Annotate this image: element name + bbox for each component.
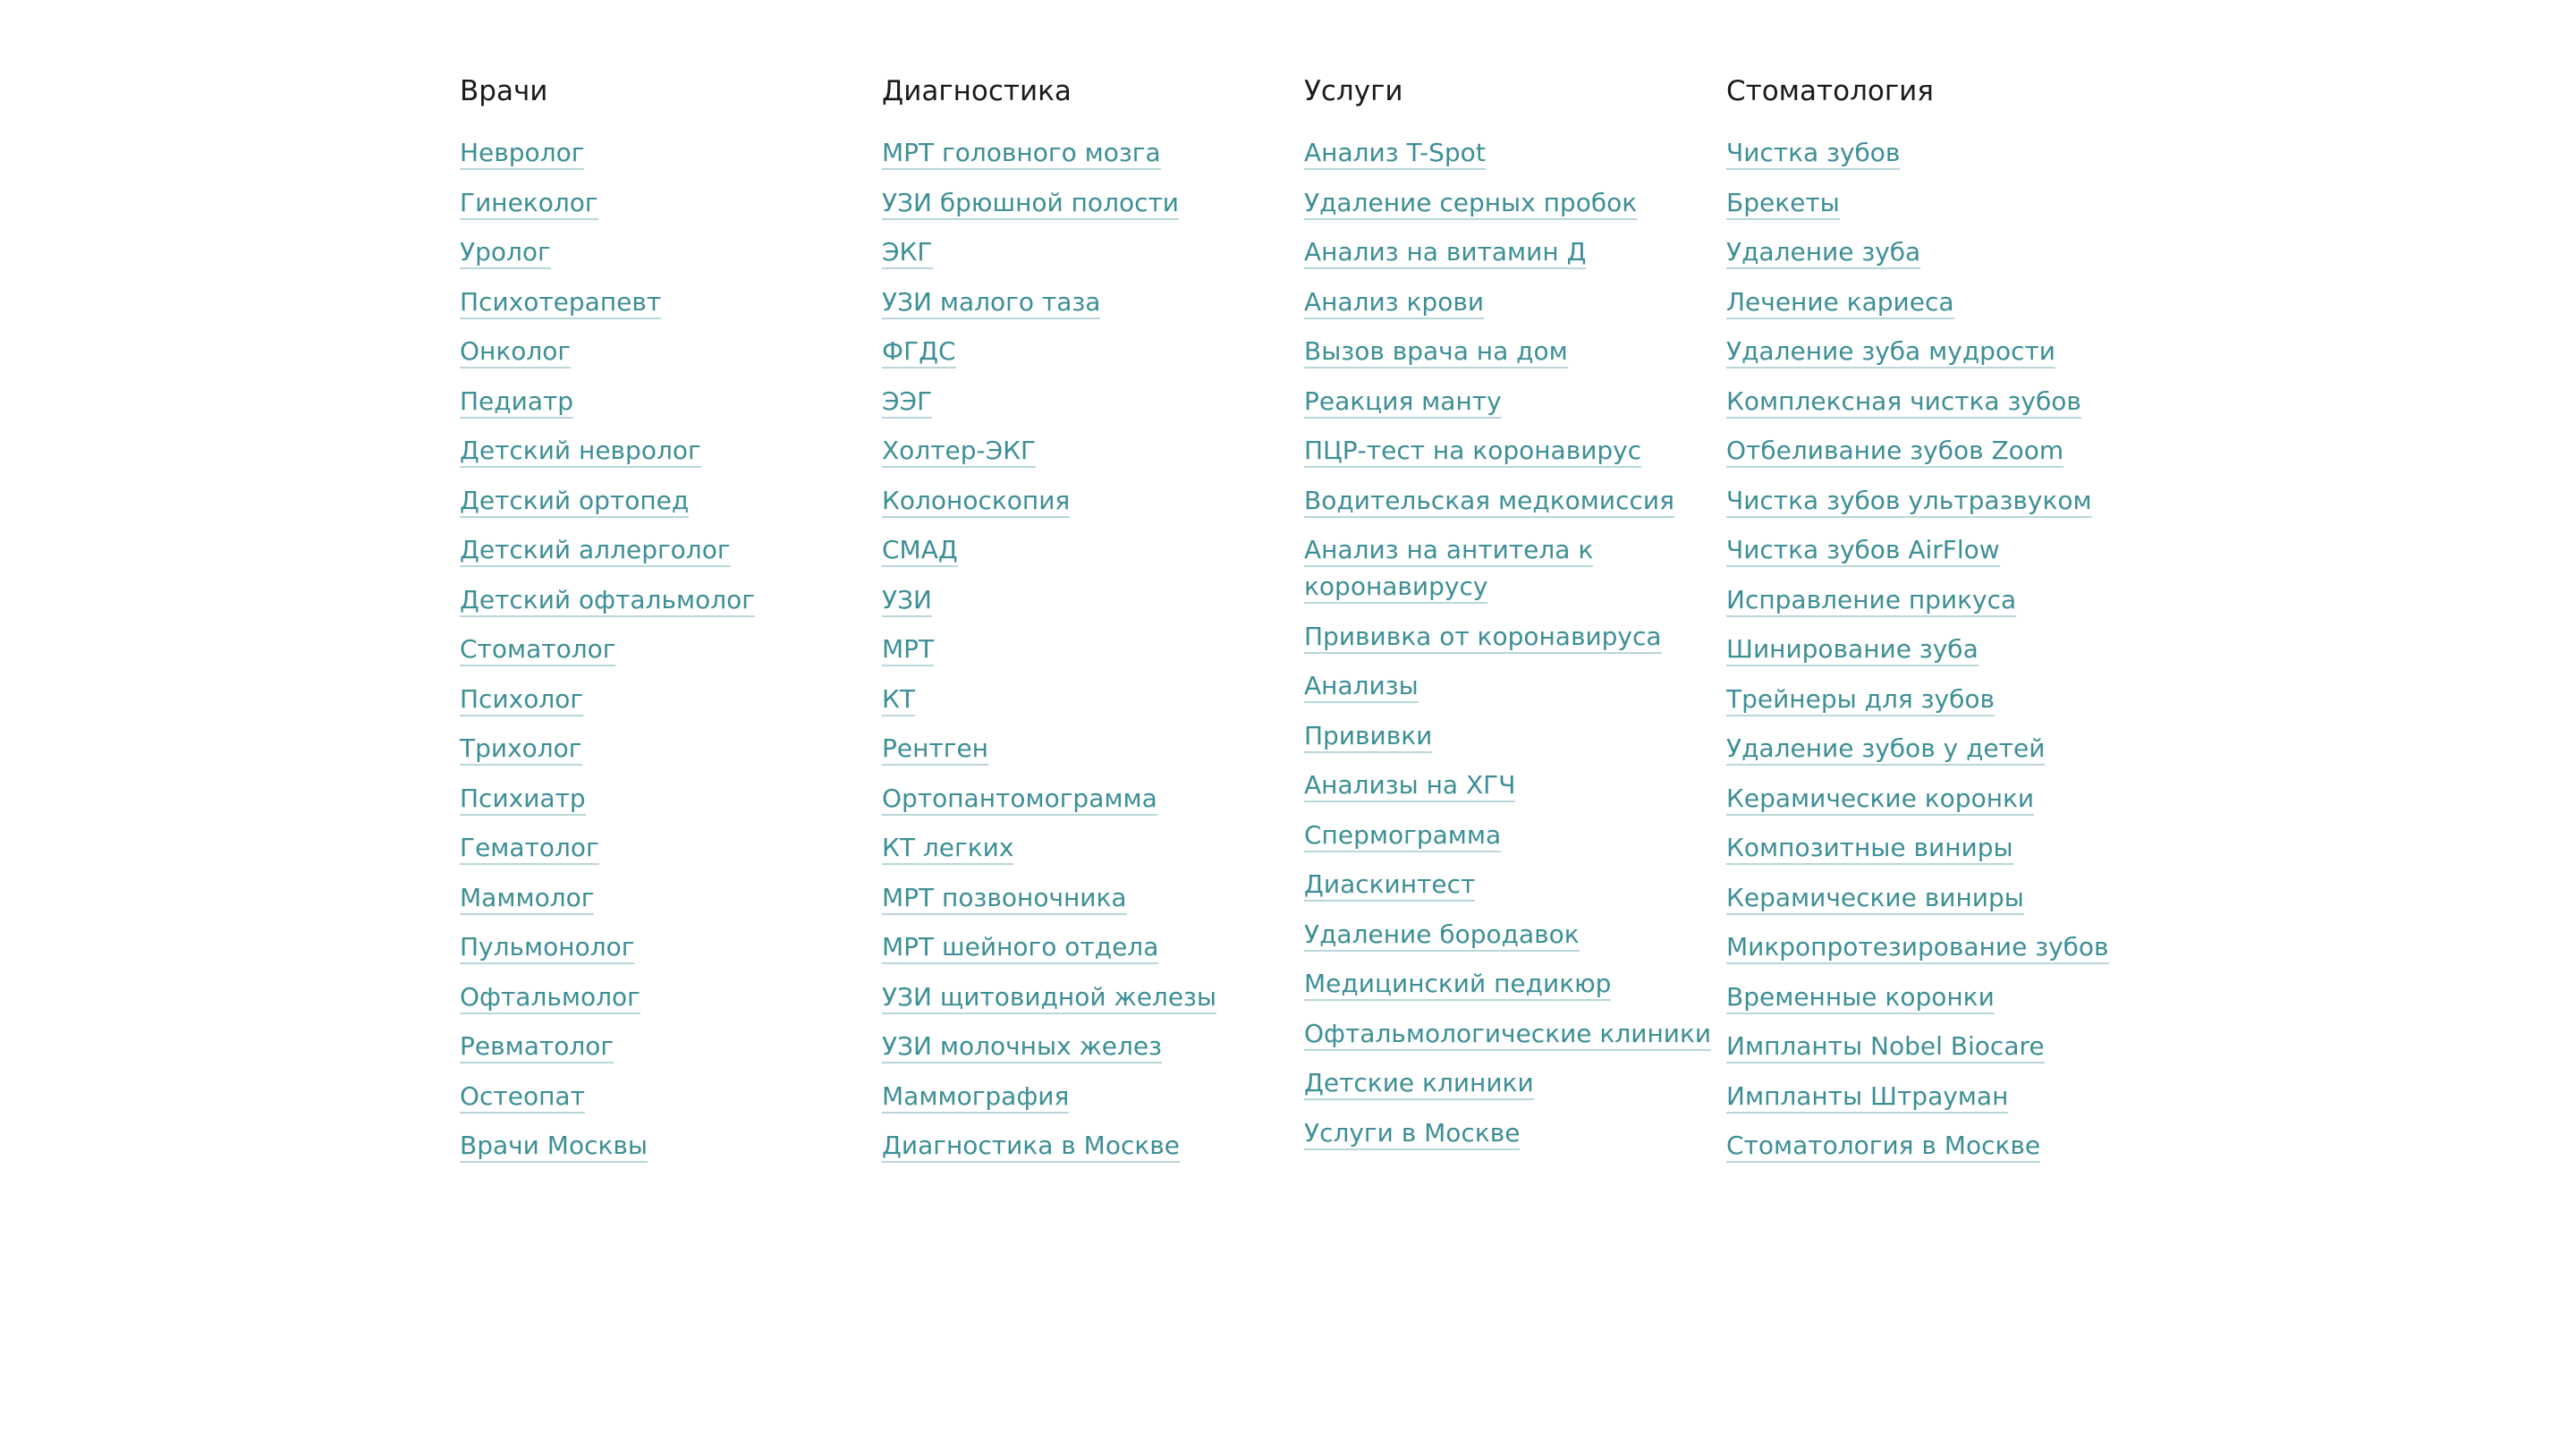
service-link[interactable]: Прививка от коронавируса xyxy=(1304,622,1662,654)
diagnostic-link[interactable]: МРТ головного мозга xyxy=(882,138,1161,170)
doctor-link[interactable]: Педиатр xyxy=(460,386,573,419)
service-link[interactable]: Офтальмологические клиники xyxy=(1304,1019,1711,1051)
service-link[interactable]: Удаление серных пробок xyxy=(1304,188,1637,220)
diagnostic-link[interactable]: Рентген xyxy=(882,733,988,766)
dentistry-link[interactable]: Импланты Штрауман xyxy=(1726,1081,2008,1114)
service-link[interactable]: Анализ T-Spot xyxy=(1304,138,1486,170)
link-list-dentistry xyxy=(1726,134,2147,1114)
doctor-link[interactable]: Онколог xyxy=(460,336,571,369)
diagnostic-link[interactable]: МРТ позвоночника xyxy=(882,883,1127,915)
column-services xyxy=(1304,75,1724,1151)
service-link[interactable]: Анализы xyxy=(1304,671,1419,703)
city-link-row-services xyxy=(1304,1114,1724,1151)
service-link[interactable]: Анализ на антитела к коронавирусу xyxy=(1304,535,1593,604)
diagnostic-link[interactable]: Маммография xyxy=(882,1081,1069,1114)
diagnostic-link[interactable]: ЭКГ xyxy=(882,237,933,269)
diagnostic-link[interactable]: МРТ xyxy=(882,634,934,666)
doctor-link[interactable]: Невролог xyxy=(460,138,584,170)
column-title-doctors: Врачи xyxy=(460,75,548,107)
city-link-row-diagnostics xyxy=(882,1127,1302,1164)
doctor-link[interactable]: Офтальмолог xyxy=(460,982,640,1014)
diagnostic-link[interactable]: Ортопантомограмма xyxy=(882,784,1157,816)
dentistry-link[interactable]: Отбеливание зубов Zoom xyxy=(1726,436,2063,468)
doctor-link[interactable]: Трихолог xyxy=(460,733,582,766)
diagnostic-link[interactable]: УЗИ щитовидной железы xyxy=(882,982,1216,1014)
dentistry-link[interactable]: Лечение кариеса xyxy=(1726,287,1954,319)
doctor-link[interactable]: Пульмонолог xyxy=(460,932,634,964)
dentistry-link[interactable]: Шинирование зуба xyxy=(1726,634,1979,666)
diagnostic-link[interactable]: УЗИ малого таза xyxy=(882,287,1100,319)
column-title-diagnostics: Диагностика xyxy=(882,75,1072,107)
dentistry-link[interactable]: Керамические виниры xyxy=(1726,883,2024,915)
doctor-link[interactable]: Гематолог xyxy=(460,833,599,865)
dentistry-link[interactable]: Композитные виниры xyxy=(1726,833,2013,865)
doctor-link[interactable]: Детский ортопед xyxy=(460,486,689,518)
doctor-link[interactable]: Стоматолог xyxy=(460,634,615,666)
service-link[interactable]: Медицинский педикюр xyxy=(1304,969,1611,1001)
doctor-link[interactable]: Маммолог xyxy=(460,883,594,915)
city-link-row-doctors xyxy=(460,1127,880,1164)
diagnostic-link[interactable]: УЗИ молочных желез xyxy=(882,1031,1162,1063)
link-list-services xyxy=(1304,134,1724,1101)
doctor-link[interactable]: Детский офтальмолог xyxy=(460,585,755,617)
dentistry-link[interactable]: Микропротезирование зубов xyxy=(1726,932,2109,964)
diagnostic-link[interactable]: СМАД xyxy=(882,535,958,567)
service-link[interactable]: Анализы на ХГЧ xyxy=(1304,770,1515,802)
service-link[interactable]: Удаление бородавок xyxy=(1304,919,1580,952)
doctors-moscow-link[interactable]: Врачи Москвы xyxy=(460,1131,648,1163)
diagnostic-link[interactable]: УЗИ брюшной полости xyxy=(882,188,1179,220)
diagnostic-link[interactable]: КТ легких xyxy=(882,833,1013,865)
doctor-link[interactable]: Психолог xyxy=(460,684,583,716)
diagnostic-link[interactable]: ЭЭГ xyxy=(882,386,932,419)
dentistry-link[interactable]: Брекеты xyxy=(1726,188,1840,220)
dentistry-link[interactable]: Чистка зубов xyxy=(1726,138,1900,170)
service-link[interactable]: Вызов врача на дом xyxy=(1304,336,1568,369)
dentistry-link[interactable]: Комплексная чистка зубов xyxy=(1726,386,2081,419)
dentistry-link[interactable]: Чистка зубов AirFlow xyxy=(1726,535,2000,567)
diagnostic-link[interactable]: Колоноскопия xyxy=(882,486,1070,518)
diagnostic-link[interactable]: УЗИ xyxy=(882,585,932,617)
doctor-link[interactable]: Ревматолог xyxy=(460,1031,614,1063)
dentistry-link[interactable]: Временные коронки xyxy=(1726,982,1995,1014)
service-link[interactable]: Диаскинтест xyxy=(1304,869,1475,902)
dentistry-link[interactable]: Керамические коронки xyxy=(1726,784,2034,816)
service-link[interactable]: Спермограмма xyxy=(1304,820,1501,852)
column-title-services: Услуги xyxy=(1304,75,1403,107)
service-link[interactable]: Реакция манту xyxy=(1304,386,1502,419)
column-diagnostics xyxy=(882,75,1302,1164)
dentistry-link[interactable]: Удаление зуба xyxy=(1726,237,1920,269)
diagnostic-link[interactable]: ФГДС xyxy=(882,336,956,369)
diagnostic-link[interactable]: КТ xyxy=(882,684,915,716)
diagnostics-moscow-link[interactable]: Диагностика в Москве xyxy=(882,1131,1180,1163)
doctor-link[interactable]: Психотерапевт xyxy=(460,287,661,319)
column-doctors xyxy=(460,75,880,1164)
service-link[interactable]: Детские клиники xyxy=(1304,1068,1534,1100)
doctor-link[interactable]: Психиатр xyxy=(460,784,586,816)
column-dentistry xyxy=(1726,75,2147,1164)
service-link[interactable]: ПЦР-тест на коронавирус xyxy=(1304,436,1641,468)
dentistry-link[interactable]: Трейнеры для зубов xyxy=(1726,684,1995,716)
dentistry-moscow-link[interactable]: Стоматология в Москве xyxy=(1726,1131,2040,1163)
dentistry-link[interactable]: Чистка зубов ультразвуком xyxy=(1726,486,2092,518)
diagnostic-link[interactable]: МРТ шейного отдела xyxy=(882,932,1158,964)
dentistry-link[interactable]: Импланты Nobel Biocare xyxy=(1726,1031,2045,1063)
doctor-link[interactable]: Детский аллерголог xyxy=(460,535,731,567)
dentistry-link[interactable]: Удаление зуба мудрости xyxy=(1726,336,2055,369)
service-link[interactable]: Анализ на витамин Д xyxy=(1304,237,1586,269)
diagnostic-link[interactable]: Холтер-ЭКГ xyxy=(882,436,1036,468)
dentistry-link[interactable]: Исправление прикуса xyxy=(1726,585,2016,617)
service-link[interactable]: Анализ крови xyxy=(1304,287,1484,319)
link-list-diagnostics xyxy=(882,134,1302,1114)
service-link[interactable]: Водительская медкомиссия xyxy=(1304,486,1674,518)
doctor-link[interactable]: Гинеколог xyxy=(460,188,598,220)
link-list-doctors xyxy=(460,134,880,1114)
service-link[interactable]: Прививки xyxy=(1304,721,1432,753)
doctor-link[interactable]: Остеопат xyxy=(460,1081,585,1114)
doctor-link[interactable]: Детский невролог xyxy=(460,436,701,468)
city-link-row-dentistry xyxy=(1726,1127,2147,1164)
dentistry-link[interactable]: Удаление зубов у детей xyxy=(1726,733,2045,766)
doctor-link[interactable]: Уролог xyxy=(460,237,551,269)
column-title-dentistry: Стоматология xyxy=(1726,75,1934,107)
services-moscow-link[interactable]: Услуги в Москве xyxy=(1304,1118,1520,1150)
